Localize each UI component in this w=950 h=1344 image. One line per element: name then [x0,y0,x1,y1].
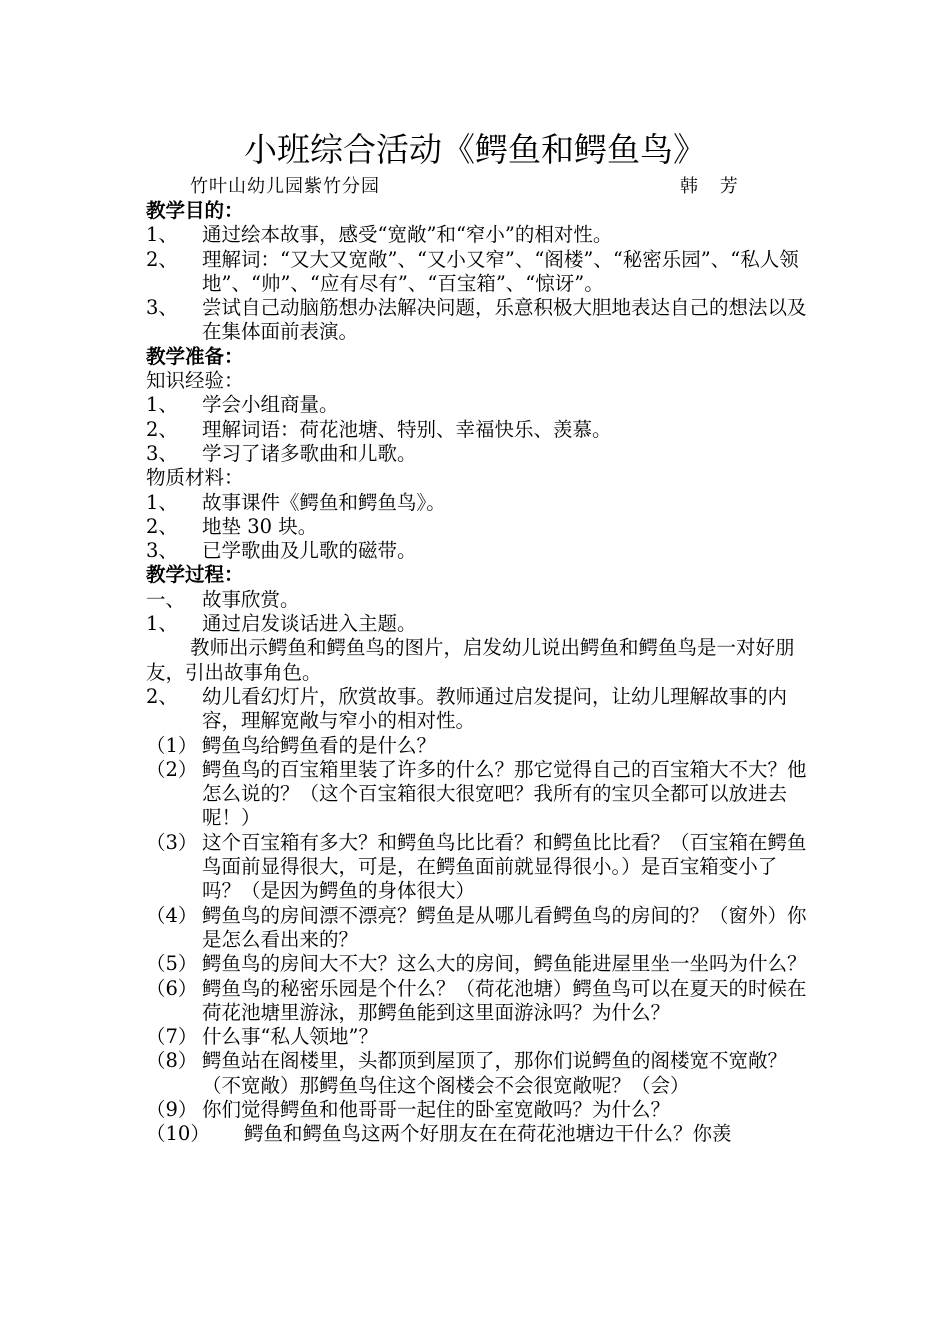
question-item [146,831,810,904]
section-heading-goals: 教学目的： [146,199,244,222]
question-item [146,1025,810,1049]
item-text: 故事课件《鳄鱼和鳄鱼鸟》。 [202,490,446,514]
item-number: 1、 [146,223,178,247]
item-number: 2、 [146,417,178,441]
item-text: 理解词语：荷花池塘、特别、幸福快乐、羡慕。 [202,417,612,441]
question-text: 鳄鱼鸟的房间大不大？这么大的房间，鳄鱼能进屋里坐一坐吗为什么？ [202,952,807,976]
list-item [146,442,810,466]
document-body [146,199,810,1147]
question-text: 什么事“私人领地”？ [202,1025,378,1049]
item-text: 已学歌曲及儿歌的磁带。 [202,539,417,563]
list-item [146,248,810,297]
question-text: 鳄鱼鸟的秘密乐园是个什么？（荷花池塘）鳄鱼鸟可以在夏天的时候在荷花池塘里游泳，那鳄鱼能到这里面游泳吗？为什么？ [202,976,807,1024]
item-number: 2、 [146,247,178,271]
question-item [146,1122,810,1146]
item-number: 3、 [146,539,178,563]
item-text: 学习了诸多歌曲和儿歌。 [202,441,417,465]
part-heading [146,588,810,612]
question-number: （7） [146,1025,198,1049]
question-item [146,734,810,758]
question-number: （3） [146,830,198,854]
item-number: 3、 [146,441,178,465]
question-number: （2） [146,757,198,781]
school-name: 竹叶山幼儿园紫竹分园 [190,176,380,197]
question-text: 鳄鱼鸟的房间漂不漂亮？鳄鱼是从哪儿看鳄鱼鸟的房间的？（窗外）你是怎么看出来的？ [202,903,807,951]
list-item [146,223,810,247]
question-number: （1） [146,733,198,757]
question-number: （9） [146,1097,198,1121]
section-heading-prep: 教学准备： [146,344,244,368]
question-item [146,904,810,953]
item-text: 学会小组商量。 [202,393,339,417]
item-text: 幼儿看幻灯片，欣赏故事。教师通过启发提问，让幼儿理解故事的内容，理解宽敞与窄小的相对性。 [202,684,788,733]
item-number: 1、 [146,612,178,636]
question-number: （4） [146,903,198,927]
question-text: 鳄鱼鸟的百宝箱里装了许多的什么？那它觉得自己的百宝箱大不大？他怎么说的？（这个百宝箱很大很宽吧？我所有的宝贝全都可以放进去呢！） [202,757,807,830]
question-item [146,1049,810,1098]
list-item [146,393,810,417]
question-item [146,977,810,1026]
byline [190,174,750,200]
list-item [146,685,810,734]
item-text: 理解词：“又大又宽敞”、“又小又窄”、“阁楼”、“秘密乐园”、“私人领地”、“帅”、“应有尽有”、“百宝箱”、“惊讶”。 [202,247,799,295]
item-text: 地垫 30 块。 [202,514,318,538]
subheading-materials: 物质材料： [146,466,244,490]
question-number: （10） [146,1122,210,1146]
item-text: 尝试自己动脑筋想办法解决问题，乐意积极大胆地表达自己的想法以及在集体面前表演。 [202,296,807,344]
item-text: 通过绘本故事，感受“宽敞”和“窄小”的相对性。 [202,223,613,247]
author-name: 韩 芳 [680,176,746,197]
question-text: 你们觉得鳄鱼和他哥哥一起住的卧室宽敞吗？为什么？ [202,1097,671,1121]
question-number: （5） [146,952,198,976]
question-item [146,952,810,976]
document-title: 小班综合活动《鳄鱼和鳄鱼鸟》 [244,130,706,169]
list-item [146,418,810,442]
list-item [146,515,810,539]
question-number: （8） [146,1049,198,1073]
list-item [146,296,810,345]
question-number: （6） [146,976,198,1000]
question-text: 鳄鱼和鳄鱼鸟这两个好朋友在在荷花池塘边干什么？你羡 [244,1122,732,1146]
section-heading-process: 教学过程： [146,563,244,587]
question-text: 这个百宝箱有多大？和鳄鱼鸟比比看？和鳄鱼比比看？（百宝箱在鳄鱼鸟面前显得很大，可是，在鳄鱼面前就显得很小。）是百宝箱变小了吗？（是因为鳄鱼的身体很大） [202,830,807,903]
paragraph: 教师出示鳄鱼和鳄鱼鸟的图片，启发幼儿说出鳄鱼和鳄鱼鸟是一对好朋友，引出故事角色。 [146,636,795,684]
item-number: 1、 [146,490,178,514]
subheading-knowledge: 知识经验： [146,369,244,393]
list-item [146,491,810,515]
question-item [146,758,810,831]
item-number: 2、 [146,514,178,538]
item-text: 通过启发谈话进入主题。 [202,612,417,636]
question-text: 鳄鱼鸟给鳄鱼看的是什么？ [202,733,437,757]
part-number: 一、 [146,587,186,611]
item-number: 2、 [146,684,178,708]
part-text: 故事欣赏。 [202,587,300,611]
item-number: 1、 [146,393,178,417]
list-item [146,539,810,563]
question-text: 鳄鱼站在阁楼里，头都顶到屋顶了，那你们说鳄鱼的阁楼宽不宽敞？（不宽敞）那鳄鱼鸟住这个阁楼会不会很宽敞呢？（会） [202,1049,788,1097]
question-item [146,1098,810,1122]
item-number: 3、 [146,296,178,320]
list-item [146,612,810,636]
